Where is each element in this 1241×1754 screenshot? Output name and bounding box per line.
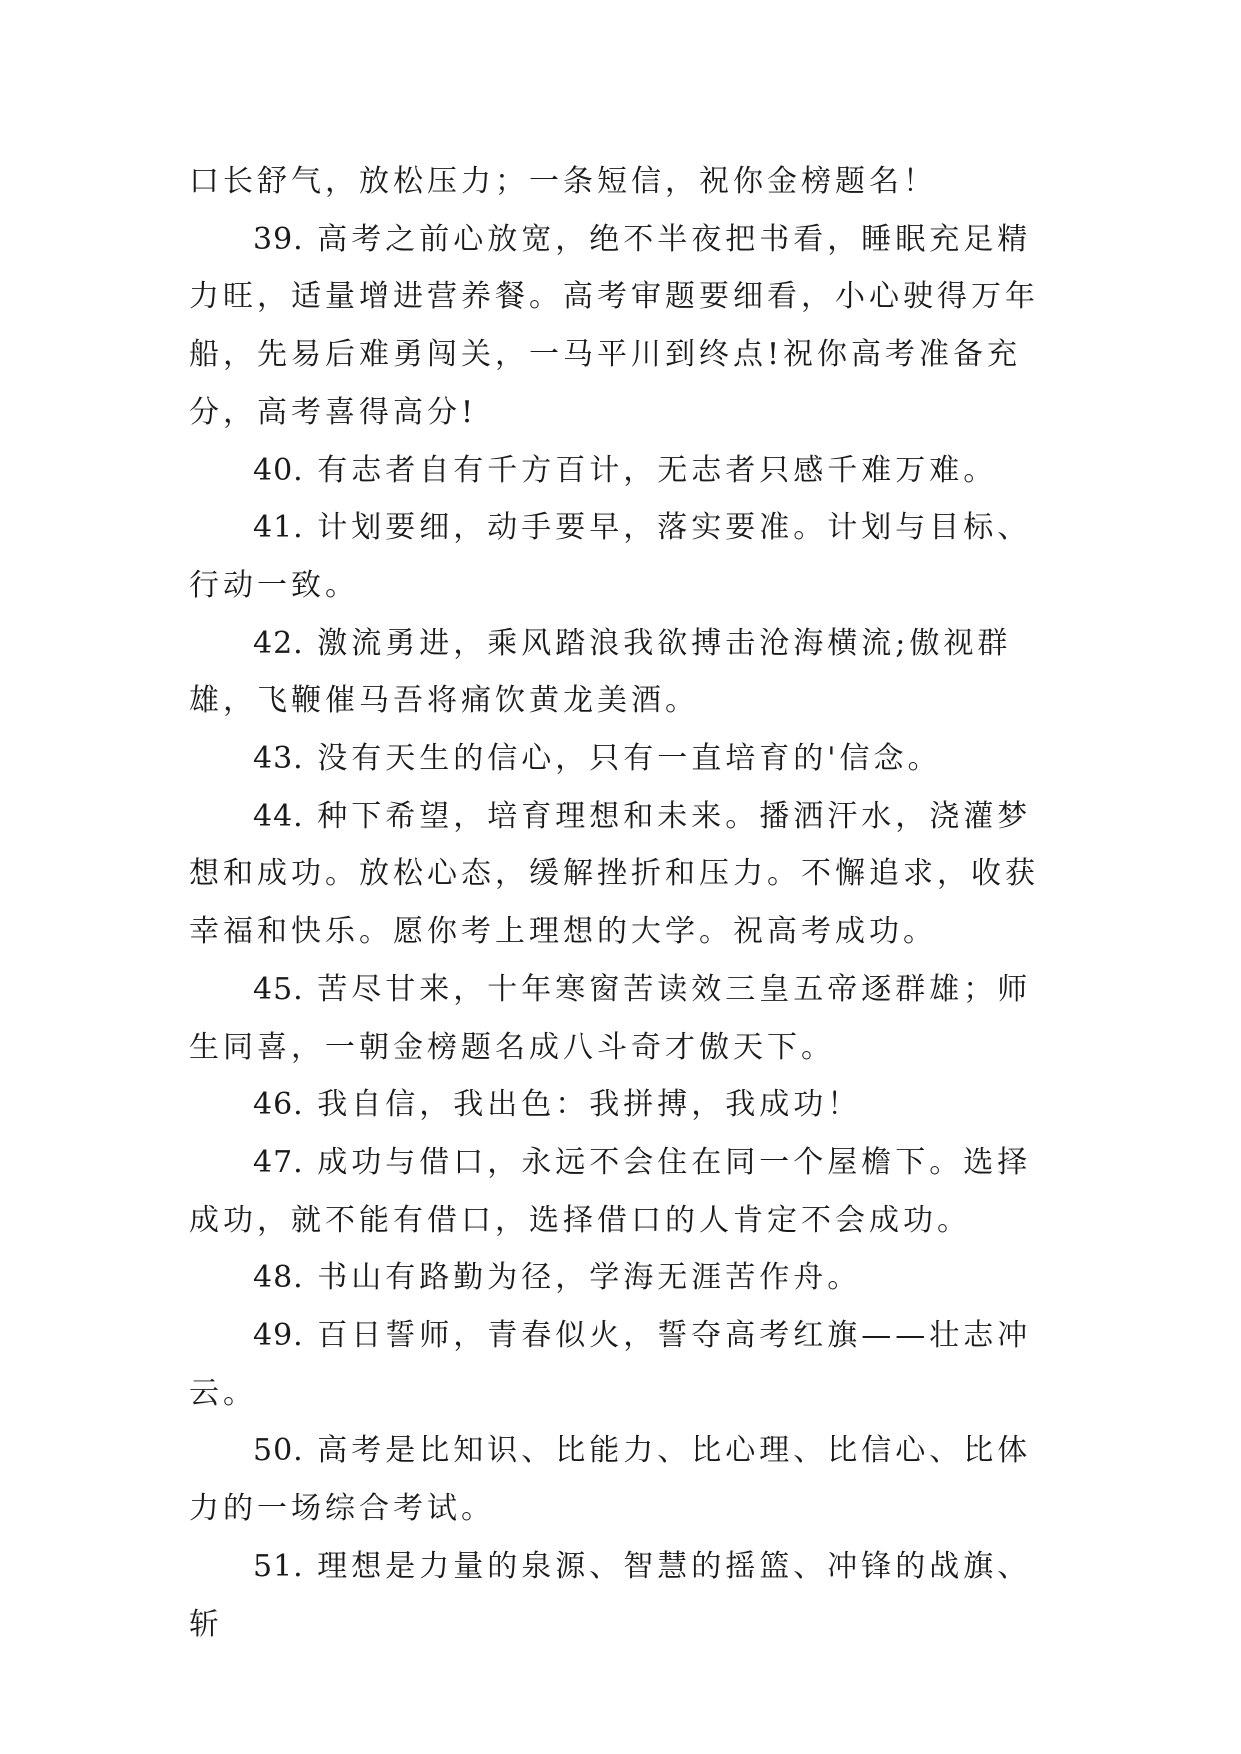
paragraph-text: 激流勇进，乘风踏浪我欲搏击沧海横流;傲视群雄，飞鞭催马吾将痛饮黄龙美酒。 [189, 625, 1012, 719]
paragraph-number: 48. [253, 1260, 304, 1296]
paragraph-number: 39. [253, 221, 304, 257]
paragraph-number: 41. [253, 510, 304, 546]
paragraph-text: 没有天生的信心，只有一直培育的'信念。 [317, 741, 942, 777]
paragraph-51 [189, 1538, 1059, 1653]
paragraph-46 [189, 1076, 1059, 1134]
paragraph-number: 44. [253, 798, 304, 834]
paragraph-43 [189, 730, 1059, 788]
paragraph-number: 46. [253, 1087, 304, 1123]
paragraph-text: 成功与借口，永远不会住在同一个屋檐下。选择成功，就不能有借口，选择借口的人肯定不会成功。 [189, 1144, 1032, 1238]
paragraph-text: 我自信，我出色：我拼搏，我成功！ [317, 1087, 862, 1123]
paragraph-48 [189, 1249, 1059, 1307]
paragraph-number: 40. [253, 452, 304, 488]
paragraph-50 [189, 1422, 1059, 1537]
paragraph-text: 书山有路勤为径，学海无涯苦作舟。 [317, 1260, 862, 1296]
paragraph-number: 42. [253, 625, 304, 661]
paragraph-47 [189, 1134, 1059, 1249]
paragraph-44 [189, 788, 1059, 961]
paragraph-number: 50. [253, 1433, 304, 1469]
paragraph-number: 43. [253, 741, 304, 777]
paragraph-number: 47. [253, 1144, 304, 1180]
paragraph-number: 49. [253, 1318, 304, 1354]
paragraph-42 [189, 615, 1059, 730]
paragraph-text: 种下希望，培育理想和未来。播洒汗水，浇灌梦想和成功。放松心态，缓解挫折和压力。不懈追求，收获幸福和快乐。愿你考上理想的大学。祝高考成功。 [189, 798, 1039, 950]
paragraph-39 [189, 211, 1059, 442]
paragraph-41 [189, 499, 1059, 614]
paragraph-text: 计划要细，动手要早，落实要准。计划与目标、行动一致。 [189, 510, 1032, 603]
paragraph-text: 理想是力量的泉源、智慧的摇篮、冲锋的战旗、斩 [189, 1548, 1032, 1642]
paragraph-text: 高考之前心放宽，绝不半夜把书看，睡眠充足精力旺，适量增进营养餐。高考审题要细看，小心驶得万年船，先易后难勇闯关，一马平川到终点!祝你高考准备充分，高考喜得高分! [189, 221, 1039, 430]
paragraph-text: 口长舒气，放松压力；一条短信，祝你金榜题名！ [189, 164, 937, 199]
paragraph-continuation [189, 153, 1059, 211]
paragraph-text: 有志者自有千方百计，无志者只感千难万难。 [317, 452, 998, 488]
paragraph-text: 苦尽甘来，十年寒窗苦读效三皇五帝逐群雄；师生同喜，一朝金榜题名成八斗奇才傲天下。 [189, 971, 1032, 1065]
paragraph-text: 高考是比知识、比能力、比心理、比信心、比体力的一场综合考试。 [189, 1433, 1032, 1527]
paragraph-number: 45. [253, 971, 304, 1007]
paragraph-49 [189, 1307, 1059, 1422]
document-body [189, 153, 1059, 1653]
paragraph-40 [189, 442, 1059, 500]
paragraph-text: 百日誓师，青春似火，誓夺高考红旗——壮志冲云。 [189, 1318, 1032, 1411]
paragraph-45 [189, 961, 1059, 1076]
paragraph-number: 51. [253, 1548, 304, 1584]
